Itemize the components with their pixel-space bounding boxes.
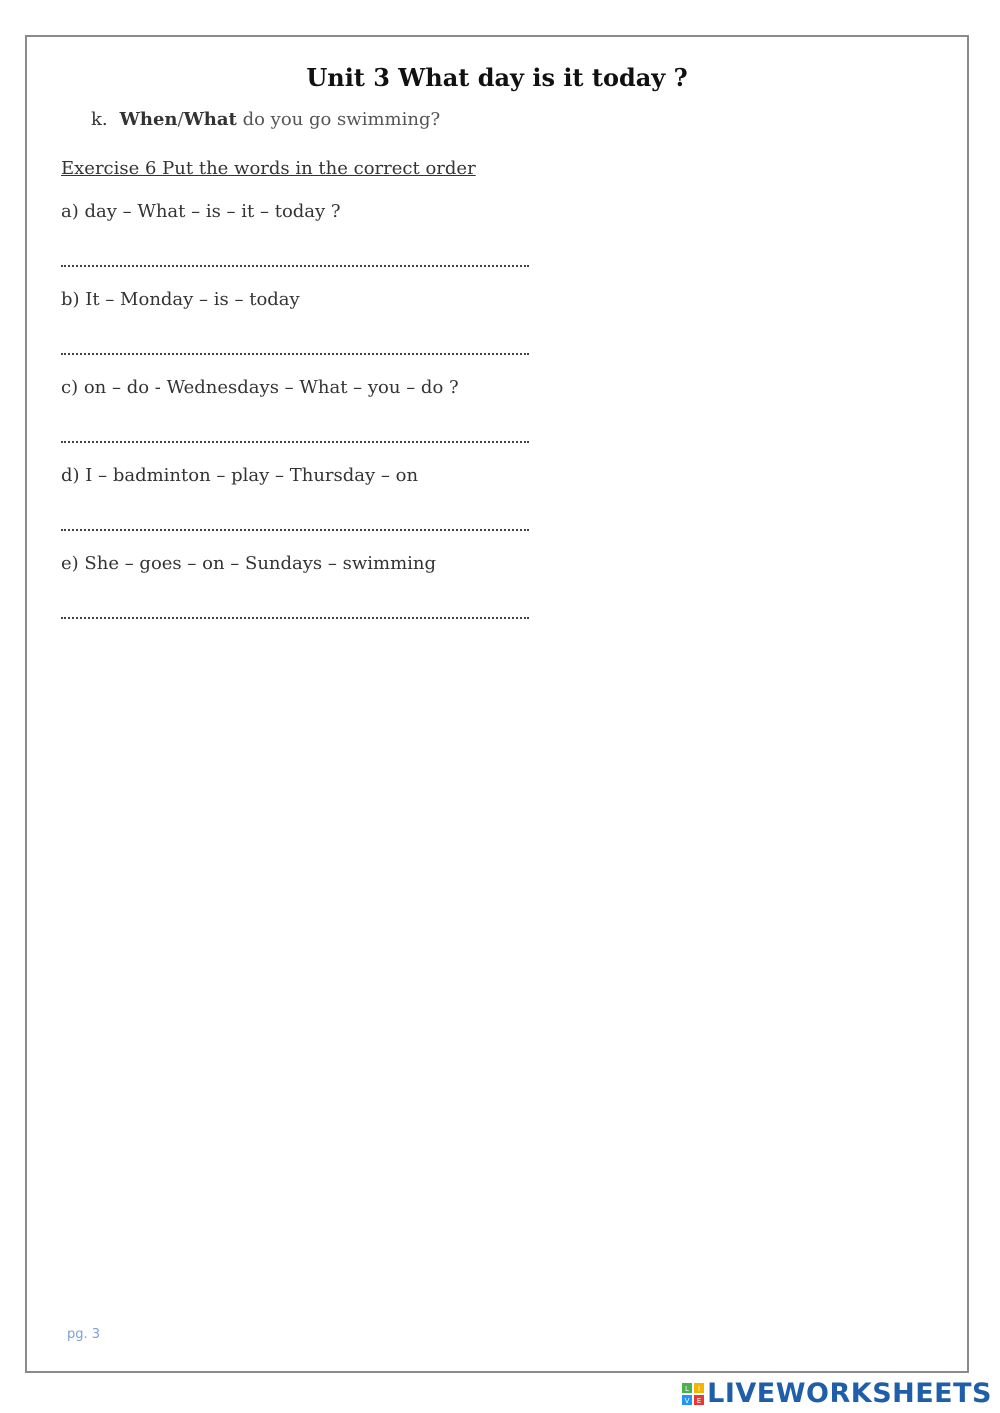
exercise-item-e: e) She – goes – on – Sundays – swimming xyxy=(61,553,437,574)
exercise-item-a: a) day – What – is – it – today ? xyxy=(61,201,341,222)
question-k xyxy=(91,109,440,130)
question-k-when: When xyxy=(119,109,178,130)
answer-line-a[interactable] xyxy=(61,263,529,267)
page-title: Unit 3 What day is it today ? xyxy=(306,63,688,92)
answer-line-b[interactable] xyxy=(61,351,529,355)
question-k-rest: do you go swimming? xyxy=(242,109,441,130)
brand-name: LIVEWORKSHEETS xyxy=(707,1378,992,1409)
exercise-item-b: b) It – Monday – is – today xyxy=(61,289,300,310)
exercise-item-d: d) I – badminton – play – Thursday – on xyxy=(61,465,419,486)
exercise-title: Exercise 6 Put the words in the correct order xyxy=(61,158,476,179)
liveworksheets-logo-icon xyxy=(682,1383,704,1405)
question-k-slash: / xyxy=(177,109,184,130)
page-number: pg. 3 xyxy=(67,1327,101,1342)
answer-line-d[interactable] xyxy=(61,527,529,531)
answer-line-e[interactable] xyxy=(61,615,529,619)
svg-text:I: I xyxy=(698,1384,701,1393)
svg-text:E: E xyxy=(696,1396,702,1405)
svg-text:V: V xyxy=(684,1396,690,1405)
svg-text:L: L xyxy=(685,1384,690,1393)
exercise-item-c: c) on – do - Wednesdays – What – you – do ? xyxy=(61,377,459,398)
question-k-marker: k. xyxy=(91,109,108,130)
answer-line-c[interactable] xyxy=(61,439,529,443)
worksheet-page xyxy=(25,35,969,1373)
liveworksheets-brand xyxy=(682,1378,992,1409)
question-k-what: What xyxy=(183,109,237,130)
